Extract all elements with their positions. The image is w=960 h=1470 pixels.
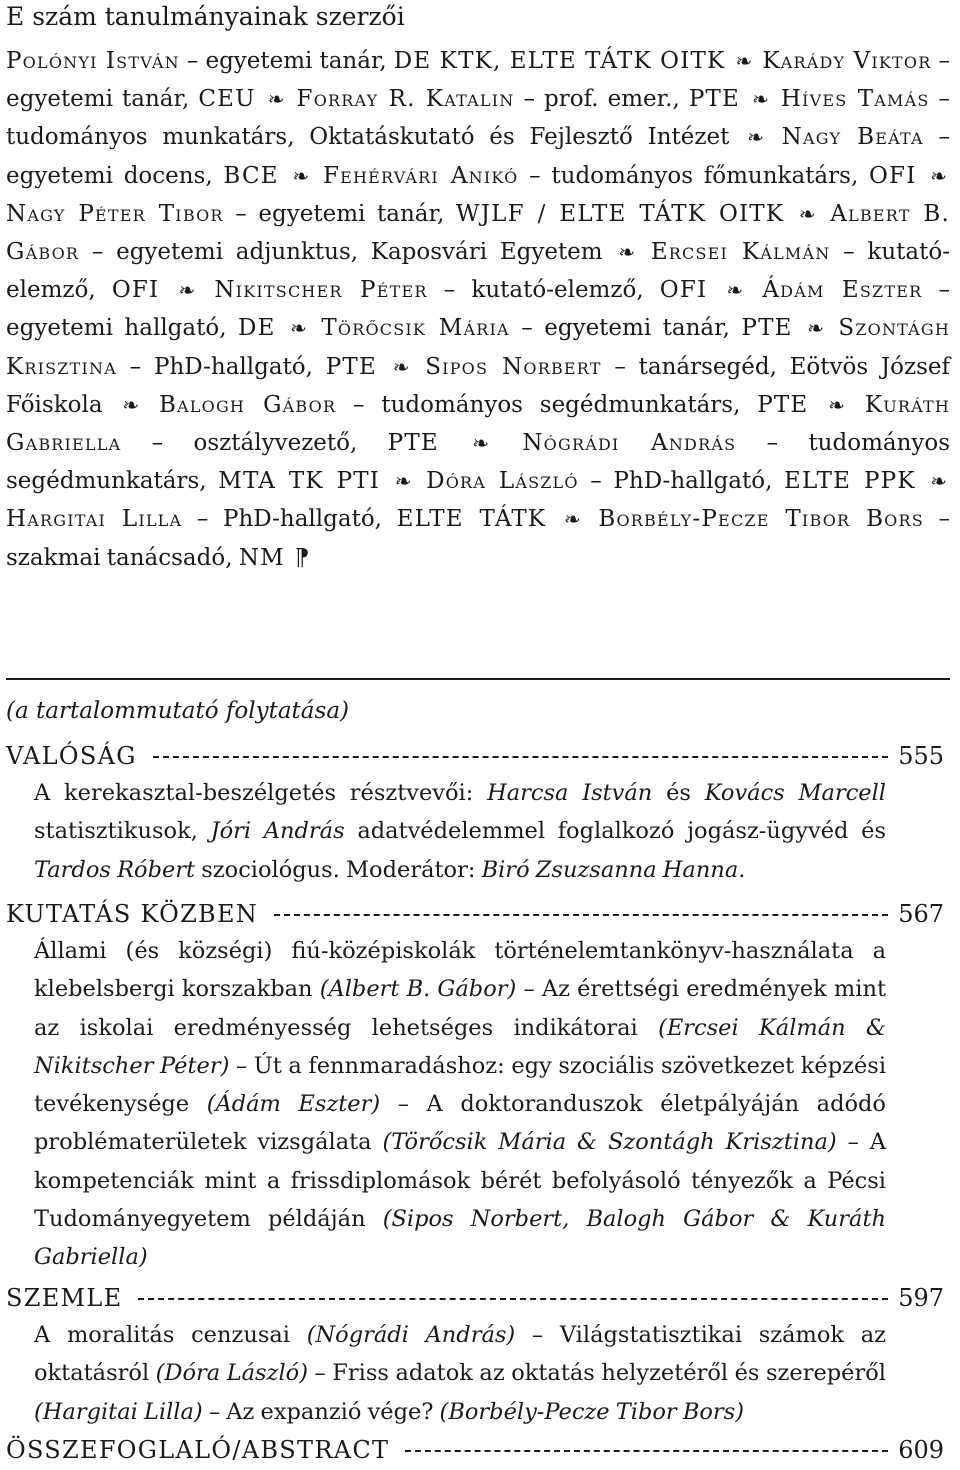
fleuron-separator-icon: ❧ [930,163,947,188]
toc-author-credit: (Ercsei Kálmán & Nikitscher Péter) [34,1014,886,1079]
author-entry: Nógrádi András – tudományos segédmunkatárs, MTA TK PTI [6,430,951,495]
author-name: Hargitai Lilla [6,506,183,533]
toc-article-title: Állami (és községi) fiú-középiskolák történelemtankönyv-használata a klebelsbergi korszakban [34,938,886,1003]
author-name: Balogh Gábor [158,391,337,418]
author-entry: Polónyi István – egyetemi tanár, DE KTK, ELTE TÁTK OITK [6,48,726,74]
author-name: Nagy Péter Tibor [6,200,224,227]
author-affiliation: BCE [223,162,279,189]
author-entry: Ádám Eszter – egyetemi hallgató, DE [6,277,951,342]
author-role: PhD-hallgató, [222,506,382,533]
author-role: tudományos főmunkatárs, [551,162,859,189]
author-affiliation: CEU [198,86,256,113]
author-role: kutató-elemző, [471,277,644,304]
toc-article-title: – A doktoranduszok életpályáján adódó problématerületek vizsgálata [34,1091,886,1156]
author-name: Fehérvári Anikó [322,162,519,189]
toc-section-kutatas-kozben [6,896,944,1277]
fleuron-separator-icon: ❧ [930,469,948,494]
author-affiliation: PTE [325,353,377,380]
author-role: tanársegéd, Eötvös József Főiskola [6,353,951,418]
author-role: tudományos munkatárs, Oktatáskutató és Fejlesztő Intézet [6,124,730,151]
toc-article-title: szociológus. Moderátor: [195,856,482,883]
author-name: Nikitscher Péter [214,277,428,304]
author-affiliation: NM [238,544,285,571]
fleuron-separator-icon: ❧ [798,201,816,226]
toc-article-title: A moralitás cenzusai [34,1322,307,1348]
fleuron-separator-icon: ❧ [392,354,410,379]
author-role: szakmai tanácsadó, [6,544,233,571]
author-name: Forray R. Katalin [296,86,515,113]
author-entry: Nagy Beáta – egyetemi docens, BCE [6,124,951,189]
divider-rule [6,678,950,680]
author-entry: Híves Tamás – tudományos munkatárs, Oktatáskutató és Fejlesztő Intézet [6,86,951,151]
toc-section-valosag [6,738,944,889]
toc-section-header [6,896,944,932]
author-role: egyetemi docens, [6,162,213,189]
toc-section-header [6,738,944,774]
author-role: PhD-hallgató, [153,353,313,380]
author-name: Ádám Eszter [762,277,923,304]
author-role: PhD-hallgató, [613,468,773,495]
toc-section-text [34,1316,886,1431]
author-name: Dóra László [426,468,579,495]
author-affiliation: OFI [659,277,708,304]
toc-section-osszefoglalo [6,1432,944,1468]
author-name: Sipos Norbert [425,353,602,380]
author-name: Szontágh Krisztina [6,315,951,380]
fleuron-separator-icon: ❧ [828,392,845,417]
toc-author-credit: (Albert B. Gábor) [319,976,517,1003]
toc-article-title: A kerekasztal-beszélgetés résztvevői: [34,780,488,806]
toc-author-credit: (Nógrádi András) [306,1322,516,1348]
toc-author-credit: (Törőcsik Mária & Szontágh Krisztina) [382,1129,837,1156]
toc-article-title: – Út a fennmaradáshoz: egy szociális szövetkezet képzési tevékenysége [34,1052,887,1118]
dot-leader [153,756,888,758]
author-role: egyetemi tanár, [205,48,387,74]
author-entry: Borbély-Pecze Tibor Bors – szakmai tanácsadó, NM [6,506,951,571]
dot-leader [405,1450,888,1452]
toc-author-credit: Kovács Marcell [704,780,887,806]
toc-section-text [34,932,886,1277]
author-name: Nagy Beáta [781,124,924,151]
author-role: tudományos segédmunkatárs, [381,391,741,418]
toc-section-text [34,774,886,889]
toc-section-header [6,1280,944,1316]
fleuron-separator-icon: ❧ [747,125,764,150]
fleuron-separator-icon: ❧ [394,469,412,494]
toc-article-title: és [652,780,705,806]
fleuron-separator-icon: ❧ [472,431,489,456]
pilcrow-end-mark-icon: ¶ [294,544,310,571]
author-affiliation: ELTE TÁTK [396,506,547,533]
dot-leader [274,914,888,916]
toc-continuation-note: (a tartalommutató folytatása) [6,698,350,724]
toc-page-number: 597 [898,1284,944,1312]
author-affiliation: WJLF / ELTE TÁTK OITK [455,200,785,227]
fleuron-separator-icon: ❧ [563,507,581,532]
author-entry: Ercsei Kálmán – kutató-elemző, OFI [6,239,950,304]
fleuron-separator-icon: ❧ [292,163,310,188]
toc-author-credit: (Hargitai Lilla) [34,1398,203,1425]
fleuron-separator-icon: ❧ [618,240,636,265]
author-role: egyetemi tanár, [544,315,730,342]
author-affiliation: DE KTK, ELTE TÁTK OITK [393,48,726,74]
toc-author-credit: (Borbély-Pecze Tibor Bors) [439,1398,744,1425]
author-affiliation: PTE [741,315,793,342]
toc-section-title: VALÓSÁG [6,742,137,770]
toc-section-title: SZEMLE [6,1284,123,1312]
author-entry: Kuráth Gabriella – osztályvezető, PTE [6,391,951,457]
toc-author-credit: Biró Zsuzsanna Hanna. [481,856,746,883]
fleuron-separator-icon: ❧ [290,316,307,341]
author-entry: Hargitai Lilla – PhD-hallgató, ELTE TÁTK [6,506,547,533]
author-name: Albert B. Gábor [6,200,951,266]
author-entry: Fehérvári Anikó – tudományos főmunkatárs, OFI [322,162,917,189]
author-name: Borbély-Pecze Tibor Bors [598,506,924,533]
author-name: Kuráth Gabriella [6,391,951,457]
toc-article-title: adatvédelemmel foglalkozó jogász-ügyvéd és [344,818,886,845]
author-role: egyetemi adjunktus, Kaposvári Egyetem [116,239,603,266]
fleuron-separator-icon: ❧ [122,392,140,417]
author-role: prof. emer., [544,86,680,113]
toc-author-credit: Jóri András [210,818,345,845]
fleuron-separator-icon: ❧ [735,49,753,73]
author-affiliation: ELTE PPK [784,468,916,495]
fleuron-separator-icon: ❧ [752,87,769,112]
author-affiliation: OFI [111,277,160,304]
author-affiliation: OFI [869,162,917,189]
author-name: Törőcsik Mária [321,315,510,342]
authors-heading: E szám tanulmányainak szerzői [6,2,405,31]
toc-page-number: 567 [898,900,944,928]
author-entry: Albert B. Gábor – egyetemi adjunktus, Kaposvári Egyetem [6,200,951,266]
author-name: Karády Viktor [762,48,932,74]
author-affiliation: DE [238,315,276,342]
toc-article-title: – Az expanzió vége? [202,1398,440,1425]
fleuron-separator-icon: ❧ [807,316,824,341]
toc-article-title: – Világstatisztikai számok az oktatásról [34,1322,886,1387]
author-name: Nógrádi András [522,430,737,457]
author-role: egyetemi hallgató, [6,315,227,342]
author-role: egyetemi tanár, [258,200,445,227]
fleuron-separator-icon: ❧ [726,278,744,303]
fleuron-separator-icon: ❧ [267,87,285,112]
toc-page-number: 609 [898,1436,944,1464]
author-role: kutató-elemző, [6,239,950,304]
toc-author-credit: (Sipos Norbert, Balogh Gábor & Kuráth Gabriella) [34,1206,887,1271]
fleuron-separator-icon: ❧ [178,278,196,303]
toc-author-credit: (Ádám Eszter) [206,1091,381,1118]
author-entry: Dóra László – PhD-hallgató, ELTE PPK [426,468,916,495]
author-affiliation: MTA TK PTI [218,468,381,495]
toc-article-title: statisztikusok, [34,818,211,845]
toc-author-credit: Harcsa István [487,780,653,806]
toc-author-credit: (Dóra László) [155,1360,308,1387]
author-entry: Balogh Gábor – tudományos segédmunkatárs, PTE [158,391,809,418]
toc-section-title: KUTATÁS KÖZBEN [6,900,259,928]
author-affiliation: PTE [688,86,741,113]
dot-leader [138,1298,888,1300]
toc-article-title: – Friss adatok az oktatás helyzetéről és szerepéről [307,1360,886,1387]
toc-section-szemle [6,1280,944,1431]
toc-section-header [6,1432,944,1468]
author-entry: Nikitscher Péter – kutató-elemző, OFI [214,277,708,304]
author-entry: Sipos Norbert – tanársegéd, Eötvös József Főiskola [6,353,951,418]
author-affiliation: PTE [757,391,809,418]
author-name: Ercsei Kálmán [650,239,831,266]
toc-page-number: 555 [898,742,944,770]
author-role: tudományos segédmunkatárs, [6,430,951,495]
author-entry: Szontágh Krisztina – PhD-hallgató, PTE [6,315,951,380]
author-role: egyetemi tanár, [6,86,190,113]
author-role: osztályvezető, [193,430,358,457]
author-affiliation: PTE [387,430,439,457]
toc-author-credit: Tardos Róbert [34,856,196,883]
author-entry: Forray R. Katalin – prof. emer., PTE [296,86,741,113]
toc-article-title: – Az érettségi eredmények mint az iskolai eredményesség lehetséges indikátorai [34,976,886,1041]
author-name: Polónyi István [6,48,180,74]
toc-article-title: – A kompetenciák mint a frissdiplomások bérét befolyásoló tényezők a Pécsi Tudományegyetem példáján [34,1129,886,1233]
author-entry: Nagy Péter Tibor – egyetemi tanár, WJLF / ELTE TÁTK OITK [6,200,785,227]
author-entry: Karády Viktor – egyetemi tanár, CEU [6,48,950,113]
author-entry: Törőcsik Mária – egyetemi tanár, PTE [321,315,793,342]
toc-section-title: ÖSSZEFOGLALÓ/ABSTRACT [6,1436,390,1464]
authors-list [6,42,950,577]
author-name: Híves Tamás [780,86,930,113]
